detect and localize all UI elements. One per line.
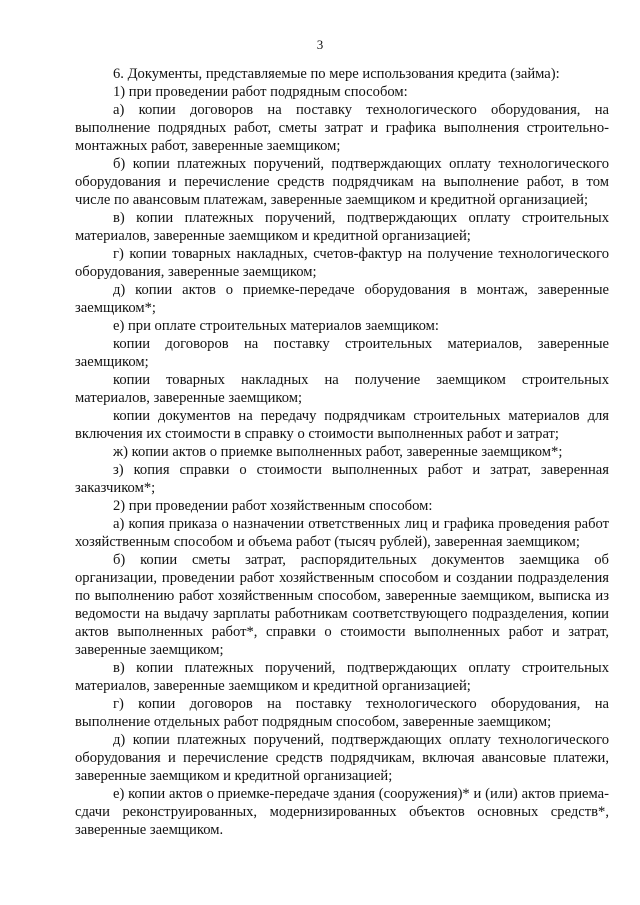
paragraph-economic-method: 2) при проведении работ хозяйственным способом: <box>113 498 433 514</box>
paragraph-2a: а) копия приказа о назначении ответственных лиц и графика проведения работ хозяйственным способом и объема работ (тысяч рублей), заверенная заемщиком; <box>75 516 609 550</box>
paragraph-1d: д) копии актов о приемке-передаче оборудования в монтаж, заверенные заемщиком*; <box>75 282 609 316</box>
paragraph-1g: г) копии товарных накладных, счетов-фактур на получение технологического оборудования, заверенные заемщиком; <box>75 246 609 280</box>
paragraph-1z: з) копия справки о стоимости выполненных работ и затрат, заверенная заказчиком*; <box>75 462 609 496</box>
paragraph-2d: д) копии платежных поручений, подтверждающих оплату технологического оборудования и перечисление средств подрядчикам, включая авансовые платежи, заверенные заемщиком и кредитной организацией; <box>75 732 609 784</box>
paragraph-1v: в) копии платежных поручений, подтверждающих оплату строительных материалов, заверенные заемщиком и кредитной организацией; <box>75 210 609 244</box>
paragraph-2g: г) копии договоров на поставку технологического оборудования, на выполнение отдельных работ подрядным способом, заверенные заемщиком; <box>75 696 609 730</box>
page-number: 3 <box>316 37 324 52</box>
paragraph-1a: а) копии договоров на поставку технологического оборудования, на выполнение подрядных работ, сметы затрат и графика выполнения строительно-монтажных работ, заверенные заемщиком; <box>75 102 609 154</box>
paragraph-contract-method: 1) при проведении работ подрядным способом: <box>113 84 408 100</box>
paragraph-1e-item-3: копии документов на передачу подрядчикам строительных материалов для включения их стоимости в справку о стоимости выполненных работ и затрат; <box>75 408 609 442</box>
paragraph-1zh: ж) копии актов о приемке выполненных работ, заверенные заемщиком*; <box>113 444 563 460</box>
paragraph-2v: в) копии платежных поручений, подтверждающих оплату строительных материалов, заверенные заемщиком и кредитной организацией; <box>75 660 609 694</box>
paragraph-1b: б) копии платежных поручений, подтверждающих оплату технологического оборудования и перечисление средств подрядчикам на выполнение работ, в том числе по авансовым платежам, заверенные заемщиком и кредитной организацией; <box>75 156 609 208</box>
paragraph-section-6-heading: 6. Документы, представляемые по мере использования кредита (займа): <box>113 66 560 82</box>
paragraph-1e-item-2: копии товарных накладных на получение заемщиком строительных материалов, заверенные заемщиком; <box>75 372 609 406</box>
paragraph-1e-item-1: копии договоров на поставку строительных материалов, заверенные заемщиком; <box>75 336 609 370</box>
paragraph-2b: б) копии сметы затрат, распорядительных документов заемщика об организации, проведении работ хозяйственным способом и создании подразделения по выполнению работ хозяйственным способом, заверенные заемщиком, выписка из ведомости на выдачу зарплаты работникам соответствующего подразделения, копии актов выполненных работ*, справки о стоимости выполненных работ и затрат, заверенные заемщиком; <box>75 552 609 658</box>
paragraph-2e: е) копии актов о приемке-передаче здания (сооружения)* и (или) актов приема-сдачи реконструированных, модернизированных объектов основных средств*, заверенные заемщиком. <box>75 786 609 838</box>
paragraph-1e: е) при оплате строительных материалов заемщиком: <box>113 318 439 334</box>
document-body <box>75 65 609 839</box>
